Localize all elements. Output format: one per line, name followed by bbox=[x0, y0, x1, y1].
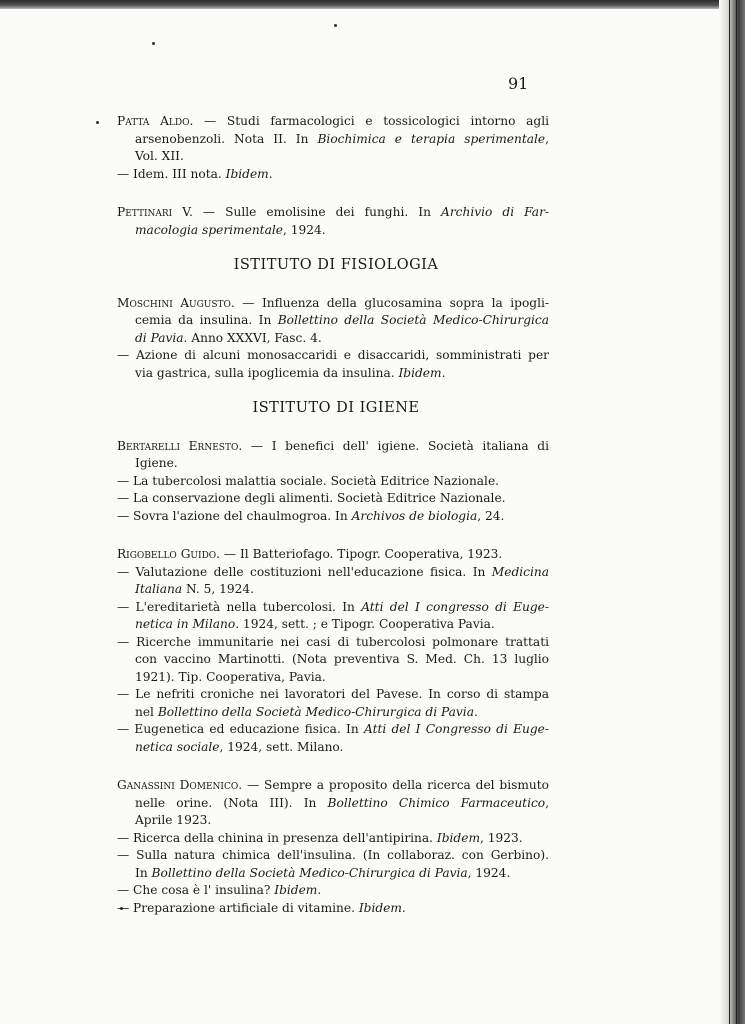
bibliography-list bbox=[117, 113, 549, 917]
entry-line bbox=[117, 581, 549, 599]
entry-line bbox=[117, 721, 549, 739]
publication-title: Archivio di Far- bbox=[441, 205, 550, 219]
entry-text: cemia da insulina. In bbox=[135, 313, 278, 327]
page-number: 91 bbox=[508, 74, 529, 93]
bibliography-entry bbox=[117, 438, 549, 526]
entry-text: In bbox=[135, 865, 152, 880]
entry-text: Aprile 1923. bbox=[135, 813, 212, 827]
entry-text: — Preparazione artificiale di vitamine. bbox=[117, 900, 359, 915]
publication-title: Italiana bbox=[135, 582, 183, 596]
entry-text: — Eugenetica ed educazione fisica. In bbox=[117, 722, 364, 736]
entry-text: — L'ereditarietà nella tubercolosi. In bbox=[117, 599, 362, 614]
entry-line bbox=[117, 651, 549, 669]
bibliography-entry bbox=[117, 113, 549, 183]
publication-title: Archivos de biologia bbox=[351, 508, 478, 523]
entry-line bbox=[117, 599, 549, 617]
publication-title: Bollettino della Società Medico-Chirurgica di Pavia bbox=[151, 865, 468, 880]
publication-title: Atti del I congresso di Euge- bbox=[361, 599, 550, 614]
entry-text: , 24. bbox=[477, 508, 505, 523]
publication-title: di Pavia bbox=[135, 330, 184, 345]
entry-text: — Sulle emolisine dei funghi. In bbox=[192, 205, 442, 219]
scan-speck bbox=[334, 24, 337, 27]
author-name: Bertarelli Ernesto. bbox=[117, 438, 243, 453]
entry-text: arsenobenzoli. Nota II. In bbox=[135, 131, 318, 146]
publication-title: Medicina bbox=[491, 564, 549, 579]
publication-title: macologia sperimentale bbox=[135, 222, 283, 237]
entry-line bbox=[117, 739, 549, 757]
entry-text: — Sulla natura chimica dell'insulina. (In collaboraz. con Gerbino). bbox=[117, 848, 549, 862]
author-name: Ganassini Domenico. bbox=[117, 778, 243, 792]
publication-title: netica in Milano bbox=[135, 617, 236, 631]
entry-text: , 1924, sett. Milano. bbox=[219, 739, 344, 754]
publication-title: Ibidem bbox=[274, 883, 318, 897]
entry-text: . bbox=[473, 704, 478, 719]
page-binding-edge bbox=[719, 0, 745, 1024]
entry-line bbox=[117, 865, 549, 883]
entry-line bbox=[117, 777, 549, 795]
entry-text: — Valutazione delle costituzioni nell'educazione fisica. In bbox=[117, 564, 492, 579]
entry-text: nel bbox=[135, 704, 158, 719]
publication-title: Biochimica e terapia sperimentale bbox=[317, 131, 546, 146]
entry-line bbox=[117, 686, 549, 704]
entry-text: , 1923. bbox=[480, 830, 523, 845]
entry-line bbox=[117, 564, 549, 582]
entry-line bbox=[117, 113, 549, 131]
entry-line bbox=[117, 473, 549, 491]
section-heading: ISTITUTO DI FISIOLOGIA bbox=[233, 257, 439, 273]
entry-text: Igiene. bbox=[135, 456, 178, 470]
bibliography-entry bbox=[117, 204, 549, 239]
entry-line bbox=[117, 455, 549, 473]
entry-text: — Le nefriti croniche nei lavoratori del Pavese. In corso di stampa bbox=[117, 687, 549, 701]
entry-line bbox=[117, 616, 549, 634]
entry-text: . bbox=[317, 883, 322, 897]
entry-text: — Il Batteriofago. Tipogr. Cooperativa, 1923. bbox=[220, 547, 503, 561]
entry-text: — Che cosa è l' insulina? bbox=[117, 883, 275, 897]
publication-title: Bollettino Chimico Farmaceutico bbox=[327, 795, 546, 810]
entry-line bbox=[117, 312, 549, 330]
entry-text: — Ricerca della chinina in presenza dell'antipirina. bbox=[117, 830, 437, 845]
entry-text: , 1924. bbox=[467, 865, 511, 880]
entry-line bbox=[117, 830, 549, 848]
entry-line bbox=[117, 347, 549, 365]
entry-text: con vaccino Martinotti. (Nota preventiva S. Med. Ch. 13 luglio bbox=[135, 652, 549, 666]
entry-text: — La tubercolosi malattia sociale. Società Editrice Nazionale. bbox=[117, 473, 500, 488]
entry-line bbox=[117, 634, 549, 652]
entry-line bbox=[117, 812, 549, 830]
author-name: Patta Aldo. bbox=[117, 114, 194, 128]
entry-line bbox=[117, 882, 549, 900]
publication-title: Ibidem bbox=[358, 900, 402, 915]
publication-title: Bollettino della Società Medico-Chirurgica bbox=[277, 313, 549, 327]
publication-title: Ibidem bbox=[436, 830, 481, 845]
entry-text: — I benefici dell' igiene. Società italiana di bbox=[242, 438, 549, 453]
bibliography-entry bbox=[117, 295, 549, 383]
author-name: Rigobello Guido. bbox=[117, 547, 221, 561]
entry-text: — La conservazione degli alimenti. Società Editrice Nazionale. bbox=[117, 491, 506, 505]
entry-line bbox=[117, 330, 549, 348]
entry-line bbox=[117, 490, 549, 508]
entry-text: N. 5, 1924. bbox=[182, 582, 255, 596]
entry-line bbox=[117, 222, 549, 240]
entry-text: . 1924, sett. ; e Tipogr. Cooperativa Pavia. bbox=[235, 617, 495, 631]
entry-line bbox=[117, 546, 549, 564]
publication-title: Atti del I Congresso di Euge- bbox=[363, 722, 549, 736]
entry-text: , 1924. bbox=[282, 222, 326, 237]
scan-speck bbox=[152, 42, 155, 45]
entry-text: . bbox=[441, 365, 446, 380]
entry-line bbox=[117, 900, 549, 918]
entry-line bbox=[117, 148, 549, 166]
entry-line bbox=[117, 704, 549, 722]
entry-line bbox=[117, 204, 549, 222]
publication-title: Ibidem bbox=[225, 166, 269, 181]
entry-line bbox=[117, 795, 549, 813]
bibliography-entry bbox=[117, 777, 549, 917]
entry-text: — Sovra l'azione del chaulmogroa. In bbox=[117, 508, 352, 523]
entry-text: . bbox=[401, 900, 406, 915]
entry-line bbox=[117, 131, 549, 149]
section-heading: ISTITUTO DI IGIENE bbox=[252, 400, 420, 416]
scan-top-edge bbox=[0, 0, 745, 9]
entry-text: , bbox=[545, 795, 550, 810]
entry-text: , bbox=[545, 131, 549, 146]
entry-text: — Ricerche immunitarie nei casi di tubercolosi polmonare trattati bbox=[117, 634, 549, 649]
entry-text: — Idem. III nota. bbox=[117, 166, 226, 181]
entry-line bbox=[117, 438, 549, 456]
entry-line bbox=[117, 365, 549, 383]
entry-line bbox=[117, 166, 549, 184]
publication-title: netica sociale bbox=[135, 739, 220, 754]
entry-line bbox=[117, 295, 549, 313]
publication-title: Ibidem bbox=[398, 365, 442, 380]
entry-text: — Influenza della glucosamina sopra la ipogli- bbox=[234, 295, 550, 310]
entry-line bbox=[117, 669, 549, 687]
author-name: Moschini Augusto. bbox=[117, 295, 235, 310]
entry-text: via gastrica, sulla ipoglicemia da insulina. bbox=[135, 365, 399, 380]
entry-text: — Azione di alcuni monosaccaridi e disaccaridi, somministrati per bbox=[117, 348, 549, 362]
entry-text: Vol. XII. bbox=[135, 149, 184, 163]
bibliography-entry bbox=[117, 546, 549, 756]
entry-line bbox=[117, 508, 549, 526]
entry-line bbox=[117, 847, 549, 865]
publication-title: Bollettino della Società Medico-Chirurgica di Pavia bbox=[157, 704, 474, 719]
entry-text: . Anno XXXVI, Fasc. 4. bbox=[183, 330, 322, 345]
entry-text: — Studi farmacologici e tossicologici intorno agli bbox=[193, 114, 549, 128]
entry-text: nelle orine. (Nota III). In bbox=[135, 795, 328, 810]
scan-speck bbox=[96, 121, 99, 124]
entry-text: . bbox=[268, 166, 273, 181]
entry-text: — Sempre a proposito della ricerca del bismuto bbox=[242, 778, 549, 792]
entry-text: 1921). Tip. Cooperativa, Pavia. bbox=[135, 669, 326, 684]
author-name: Pettinari V. bbox=[117, 205, 193, 219]
